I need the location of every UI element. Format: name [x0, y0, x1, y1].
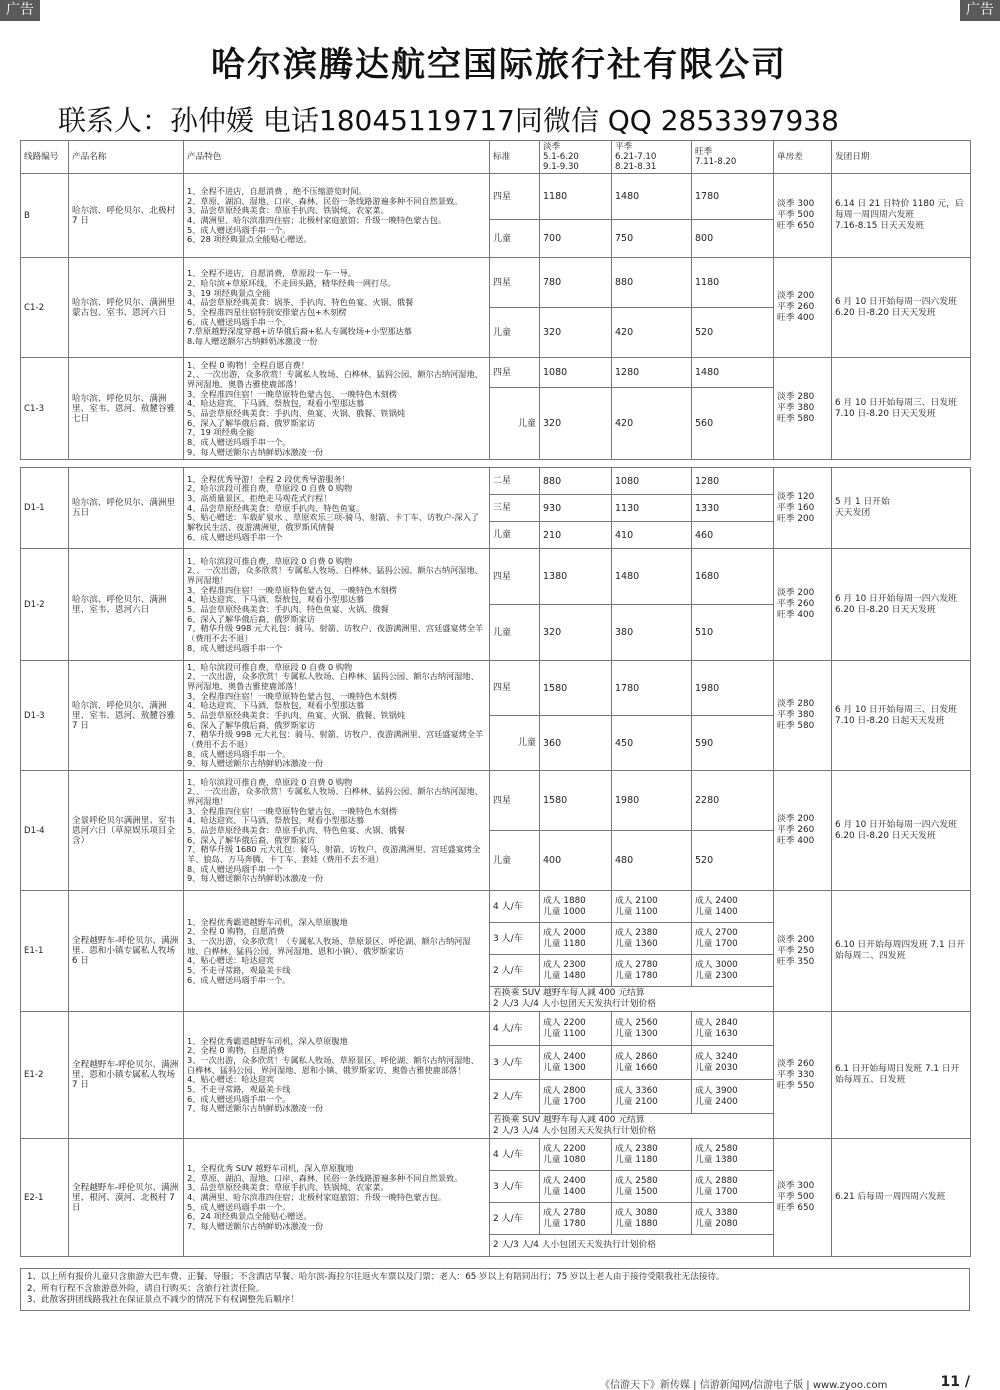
price-peak: 1280	[692, 468, 774, 495]
price-low: 780	[540, 258, 612, 308]
route-name: 哈尔滨、呼伦贝尔、北极村 7 日	[69, 174, 184, 258]
note-line: 2、所有行程不含旅游意外险，请自行购买；含旅行社责任险。	[27, 1283, 265, 1294]
price-peak: 成人 3380 儿童 2080	[692, 1203, 774, 1235]
price-peak: 成人 2580 儿童 1380	[692, 1139, 774, 1171]
route-features: 1、全程优秀霸道越野车司机，深入草原腹地 2、全程 0 购物，自愿消费 3、一次出游，众多欣赏！（专属私人牧场、草原景区、呼伦湖、额尔古纳河湿地、白桦林、猛犸公园、界河湿地、恩和小镇）、俄罗斯家访 4、贴心赠送：哈达迎宾 5、不走寻常路，观最美卡线 6、成人赠送玛瑙手串一个。	[184, 891, 490, 1012]
header-peak-season: 旺季 7.11-8.20	[692, 141, 774, 174]
price-peak: 成人 3240 儿童 2030	[692, 1046, 774, 1080]
price-mid: 1480	[612, 174, 692, 220]
standard: 儿童	[490, 716, 540, 771]
price-low: 1580	[540, 661, 612, 716]
standard: 2 人/车	[490, 1080, 540, 1114]
price-peak: 510	[692, 605, 774, 661]
notes	[20, 1268, 970, 1311]
standard: 三星	[490, 495, 540, 522]
table-row	[21, 174, 971, 220]
single-room: 淡季 300 平季 500 旺季 650	[774, 174, 832, 258]
price-peak: 460	[692, 522, 774, 549]
price-note: 2 人/3 人/4 人小包团天天发执行计划价格	[490, 1235, 774, 1257]
departure-dates: 6 月 10 日开始每周一四六发班 6.20 日-8.20 日天天发班	[832, 771, 971, 891]
standard: 四星	[490, 358, 540, 388]
route-name: 哈尔滨、呼伦贝尔、满洲里蒙古包、室韦、恩河六日	[69, 258, 184, 358]
price-low: 成人 2300 儿童 1480	[540, 955, 612, 987]
price-mid: 450	[612, 716, 692, 771]
departure-dates: 6 月 10 日开始每周三、日发班 7.10 日-8.20 日起天天发班	[832, 661, 971, 771]
header-single-room: 单房差	[774, 141, 832, 174]
ad-tag-left: 广告	[0, 0, 40, 21]
standard: 2 人/车	[490, 955, 540, 987]
table-row	[21, 549, 971, 605]
standard: 2 人/车	[490, 1203, 540, 1235]
price-peak: 560	[692, 388, 774, 460]
price-low: 1580	[540, 771, 612, 831]
price-mid: 750	[612, 220, 692, 258]
standard: 3 人/车	[490, 1171, 540, 1203]
price-mid: 成人 2780 儿童 1780	[612, 955, 692, 987]
route-name: 全景呼伦贝尔满洲里、室韦恩河六日（草原娱乐项目全含）	[69, 771, 184, 891]
standard: 4 人/车	[490, 1012, 540, 1046]
single-room: 淡季 200 平季 250 旺季 350	[774, 891, 832, 1012]
route-name: 哈尔滨、呼伦贝尔、满洲里、室韦、恩河、敖麓谷雅 7 日	[69, 661, 184, 771]
price-mid: 420	[612, 308, 692, 358]
footer	[0, 1374, 1000, 1390]
price-low: 成人 2400 儿童 1300	[540, 1046, 612, 1080]
route-price-table	[20, 140, 971, 1257]
table-header	[21, 141, 971, 174]
route-code: C1-2	[21, 258, 69, 358]
price-note: 若换乘 SUV 越野车每人减 400 元结算 2 人/3 人/4 人小包团天天发执行计划价格	[490, 1114, 774, 1139]
single-room: 淡季 260 平季 330 旺季 550	[774, 1012, 832, 1139]
footer-source: 《信游天下》新传媒 | 信游新闻网/信游电子版 | www.zyoo.com	[600, 1380, 888, 1390]
route-features: 1、哈尔滨段可推自费，草原段 0 自费 0 购物 2、一次出游，众多欣赏！专属私人牧场、白桦林、猛犸公园、额尔古纳河湿地、界河湿地、奥鲁古雅使鹿部落！ 3、全程准四住宿！一晚草原特色蒙古包、一晚特色木刻楞 4、哈达迎宾、下马酒、祭敖包，观看小型那达慕 5、品尝草原经典美食：手扒肉、鱼宴、火锅、俄餐、铁锅炖 6、深入了解华俄后裔、俄罗斯家访 7、精华升级 998 元大礼包：骑马、射箭、访牧户、夜游满洲里、宫廷盛宴烤全羊（费用不去不退） 8、成人赠送玛瑙手串一个。 9、每人赠送额尔古纳鲜奶冰激凌一份	[184, 661, 490, 771]
row-gap	[21, 460, 971, 468]
page-number: 11 /	[940, 1374, 970, 1390]
price-peak: 1180	[692, 258, 774, 308]
price-mid: 成人 2560 儿童 1300	[612, 1012, 692, 1046]
single-room: 淡季 200 平季 260 旺季 400	[774, 771, 832, 891]
price-peak: 590	[692, 716, 774, 771]
price-peak: 1780	[692, 174, 774, 220]
table-row	[21, 891, 971, 923]
price-low: 360	[540, 716, 612, 771]
price-mid: 成人 2580 儿童 1500	[612, 1171, 692, 1203]
ad-tag-right: 广告	[960, 0, 1000, 21]
price-mid: 成人 2380 儿童 1180	[612, 1139, 692, 1171]
price-peak: 成人 2840 儿童 1630	[692, 1012, 774, 1046]
price-mid: 成人 3080 儿童 1880	[612, 1203, 692, 1235]
price-mid: 480	[612, 831, 692, 891]
price-peak: 成人 2400 儿童 1400	[692, 891, 774, 923]
table-row	[21, 771, 971, 831]
price-low: 320	[540, 388, 612, 460]
price-peak: 1980	[692, 661, 774, 716]
price-mid: 1980	[612, 771, 692, 831]
price-mid: 410	[612, 522, 692, 549]
route-code: D1-4	[21, 771, 69, 891]
standard: 四星	[490, 174, 540, 220]
header-low-season: 淡季 5.1-6.20 9.1-9.30	[540, 141, 612, 174]
route-name: 哈尔滨、呼伦贝尔、满洲里、室韦、恩河六日	[69, 549, 184, 661]
table-row	[21, 1012, 971, 1046]
route-features: 1、哈尔滨段可推自费，草原段 0 自费 0 购物 2、、一次出游，众多欣赏！专属私人牧场、白桦林、猛犸公园、额尔古纳河湿地、界河湿地！ 3、全程准四住宿！一晚草原特色蒙古包、一晚特色木刻楞 4、哈达迎宾、下马酒、祭敖包，观看小型那达慕 5、品尝草原经典美食：草原手扒肉、特色鱼宴、火锅、俄餐 6、深入了解华俄后裔、俄罗斯家访 7、精华升级 1680 元大礼包：骑马、射箭、访牧户、夜游满洲里、宫廷盛宴烤全羊、狼岛、万马奔腾、卡丁车、套娃（费用不去不退） 8、成人赠送玛瑙手串一个 9、每人赠送额尔古纳鲜奶冰激凌一份	[184, 771, 490, 891]
price-low: 成人 1880 儿童 1000	[540, 891, 612, 923]
price-mid: 420	[612, 388, 692, 460]
price-low: 320	[540, 605, 612, 661]
price-peak: 成人 3000 儿童 2300	[692, 955, 774, 987]
standard: 3 人/车	[490, 923, 540, 955]
route-code: D1-2	[21, 549, 69, 661]
route-name: 全程越野车-呼伦贝尔、满洲里、恩和小镇专属私人牧场 7 日	[69, 1012, 184, 1139]
price-low: 成人 2000 儿童 1180	[540, 923, 612, 955]
route-name: 全程越野车-呼伦贝尔、满洲里、根河、漠河、北极村 7 日	[69, 1139, 184, 1257]
price-peak: 2280	[692, 771, 774, 831]
price-peak: 成人 2700 儿童 1700	[692, 923, 774, 955]
price-low: 成人 2800 儿童 1700	[540, 1080, 612, 1114]
departure-dates: 5 月 1 日开始 天天发团	[832, 468, 971, 549]
single-room: 淡季 280 平季 380 旺季 580	[774, 358, 832, 460]
price-mid: 380	[612, 605, 692, 661]
departure-dates: 6 月 10 日开始每周三、日发班 7.10 日-8.20 日天天发班	[832, 358, 971, 460]
price-low: 1080	[540, 358, 612, 388]
company-title: 哈尔滨腾达航空国际旅行社有限公司	[211, 45, 787, 85]
standard: 儿童	[490, 308, 540, 358]
route-features: 1、全程不进店，自愿消费，草原段一车一导。 2、哈尔滨+草原环线，不走回头路，精华经典一网打尽。 3、19 项经典景点全能 4、品尝草原经典美食：锅茶、手扒肉、特色鱼宴、火锅、俄餐 5、全程准四星住宿特别安排蒙古包+木刻楞 6、成人赠送玛瑙手串一个。 7.草原越野深度穿越+访华俄后裔+私人专属牧场+小型那达慕 8.每人赠送额尔古纳鲜奶冰激凌一份	[184, 258, 490, 358]
table-row	[21, 661, 971, 716]
standard: 4 人/车	[490, 1139, 540, 1171]
table-row	[21, 468, 971, 495]
price-mid: 成人 3360 儿童 2100	[612, 1080, 692, 1114]
price-low: 930	[540, 495, 612, 522]
departure-dates: 6.21 后每周一周四周六发班	[832, 1139, 971, 1257]
standard: 儿童	[490, 388, 540, 460]
note-line: 3、此散客拼团线路我社在保证景点不减少的情况下有权调整先后顺序！	[27, 1295, 299, 1306]
departure-dates: 6 月 10 日开始每周一四六发班 6.20 日-8.20 日天天发班	[832, 549, 971, 661]
price-low: 1380	[540, 549, 612, 605]
price-peak: 成人 3900 儿童 2400	[692, 1080, 774, 1114]
price-low: 210	[540, 522, 612, 549]
header-features: 产品特色	[184, 141, 490, 174]
price-mid: 1480	[612, 549, 692, 605]
header-standard: 标准	[490, 141, 540, 174]
standard: 四星	[490, 771, 540, 831]
price-low: 成人 2400 儿童 1400	[540, 1171, 612, 1203]
route-code: E1-1	[21, 891, 69, 1012]
table-row	[21, 1139, 971, 1171]
price-peak: 1680	[692, 549, 774, 605]
departure-dates: 6.1 日开始每周日发班 7.1 日开始每周五、日发班	[832, 1012, 971, 1139]
header-dates: 发团日期	[832, 141, 971, 174]
header-name: 产品名称	[69, 141, 184, 174]
route-name: 全程越野车-呼伦贝尔、满洲里、恩和小镇专属私人牧场 6 日	[69, 891, 184, 1012]
price-peak: 520	[692, 308, 774, 358]
price-mid: 成人 2860 儿童 1660	[612, 1046, 692, 1080]
price-mid: 1280	[612, 358, 692, 388]
table-row	[21, 358, 971, 388]
price-peak: 成人 2880 儿童 1700	[692, 1171, 774, 1203]
route-code: E2-1	[21, 1139, 69, 1257]
table-row	[21, 258, 971, 308]
price-mid: 1080	[612, 468, 692, 495]
route-features: 1、哈尔滨段可推自费，草原段 0 自费 0 购物 2、、一次出游，众多欣赏！专属私人牧场、白桦林、猛犸公园、额尔古纳河湿地、界河湿地！ 3、全程准四住宿！一晚草原特色蒙古包、一晚特色木刻楞 4、哈达迎宾、下马酒、祭敖包，观看小型那达慕 5、品尝草原经典美食：手扒肉、特色鱼宴、火锅、俄餐 6、深入了解华俄后裔、俄罗斯家访 7、精华升级 998 元大礼包：骑马、射箭、访牧户、夜游满洲里、宫廷盛宴烤全羊（费用不去不退） 8、成人赠送玛瑙手串一个	[184, 549, 490, 661]
price-low: 成人 2780 儿童 1780	[540, 1203, 612, 1235]
price-low: 成人 2200 儿童 1080	[540, 1139, 612, 1171]
route-features: 1、全程不进店，自愿消费 ，绝不压缩游览时间。 2、草原、湖泊、湿地、口岸、森林、民俗一条线路游遍多种不同自然景致。 3、品尝草原经典美食：草原手扒肉、铁锅炖、农家菜。 4、满洲里、哈尔滨准四住宿；北极村家庭旅馆；升级一晚特色蒙古包。 5、成人赠送玛瑙手串一个。 6、28 项经典景点全能贴心赠送。	[184, 174, 490, 258]
departure-dates: 6.14 日 21 日特价 1180 元，后每周一周四周六发班 7.16-8.15 日天天发班	[832, 174, 971, 258]
price-low: 700	[540, 220, 612, 258]
route-features: 1、全程优秀霸道越野车司机，深入草原腹地 2、全程 0 购物，自愿消费 3、一次出游，众多欣赏！专属私人牧场、草原景区、呼伦湖、额尔古纳河湿地、白桦林、猛犸公园、界河湿地、恩和小镇、俄罗斯家访、奥鲁古雅使鹿部落！ 4、贴心赠送：哈达迎宾 5、不走寻常路，观最美卡线 6、成人赠送玛瑙手串一个。 7、每人赠送额尔古纳鲜奶冰激凌一份	[184, 1012, 490, 1139]
contact-line: 联系人：孙仲媛 电话18045119717同微信 QQ 2853397938	[58, 104, 839, 137]
route-code: E1-2	[21, 1012, 69, 1139]
header-mid-season: 平季 6.21-7.10 8.21-8.31	[612, 141, 692, 174]
route-features: 1、全程优秀导游！全程 2 段优秀导游服务！ 2、哈尔滨段可推自费，草原段 0 自费 0 购物 3、高质量景区、拒绝走马观花式行程！ 4、品尝草原经典美食：草原手扒肉、特色鱼宴。 5、贴心赠送：车载矿泉水 、草原欢乐三项-骑马、射箭、卡丁车、访牧户-深入了解牧民生活、夜游满洲里，俄罗斯风情餐 6、成人赠送玛瑙手串一个	[184, 468, 490, 549]
single-room: 淡季 200 平季 260 旺季 400	[774, 549, 832, 661]
route-features: 1、全程 0 购物！全程自愿自费！ 2、、一次出游，众多欣赏！专属私人牧场、白桦林、猛犸公园、额尔古纳河湿地、界河湿地、奥鲁古雅使鹿部落！ 3、全程准四住宿！一晚草原特色蒙古包、一晚特色木刻楞 4、哈达迎宾、下马酒、祭敖包，观看小型那达慕 5、品尝草原经典美食：手扒肉、鱼宴、火锅、俄餐、铁锅炖 6、深入了解华俄后裔、俄罗斯家访 7、19 项经典全能 8、成人赠送玛瑙手串一个。 9、每人赠送额尔古纳鲜奶冰激凌一份	[184, 358, 490, 460]
route-code: B	[21, 174, 69, 258]
price-mid: 成人 2100 儿童 1100	[612, 891, 692, 923]
standard: 4 人/车	[490, 891, 540, 923]
price-mid: 880	[612, 258, 692, 308]
price-low: 320	[540, 308, 612, 358]
standard: 3 人/车	[490, 1046, 540, 1080]
price-peak: 520	[692, 831, 774, 891]
price-low: 400	[540, 831, 612, 891]
route-code: D1-1	[21, 468, 69, 549]
standard: 儿童	[490, 522, 540, 549]
standard: 儿童	[490, 831, 540, 891]
single-room: 淡季 280 平季 380 旺季 580	[774, 661, 832, 771]
single-room: 淡季 200 平季 260 旺季 400	[774, 258, 832, 358]
price-peak: 1480	[692, 358, 774, 388]
route-code: D1-3	[21, 661, 69, 771]
price-peak: 1330	[692, 495, 774, 522]
price-low: 1180	[540, 174, 612, 220]
route-features: 1、全程优秀 SUV 越野车司机，深入草原腹地 2、草原、湖泊、湿地、口岸、森林、民俗一条线路游遍多种不同自然景致。 3、品尝草原经典美食：草原手扒肉、铁锅炖、农家菜。 4、满洲里、哈尔滨准四住宿；北极村家庭旅馆；升级一晚特色蒙古包。 5、成人赠送玛瑙手串一个。 6、24 项经典景点全能贴心赠送。 7、每人赠送额尔古纳鲜奶冰激凌一份	[184, 1139, 490, 1257]
price-peak: 800	[692, 220, 774, 258]
price-low: 880	[540, 468, 612, 495]
route-name: 哈尔滨、呼伦贝尔、满洲里五日	[69, 468, 184, 549]
header-code: 线路编号	[21, 141, 69, 174]
route-name: 哈尔滨、呼伦贝尔、满洲里、室韦、恩河、敖麓谷雅七日	[69, 358, 184, 460]
standard: 四星	[490, 661, 540, 716]
standard: 二星	[490, 468, 540, 495]
departure-dates: 6 月 10 日开始每周一四六发班 6.20 日-8.20 日天天发班	[832, 258, 971, 358]
departure-dates: 6.10 日开始每周四发班 7.1 日开始每周二、四发班	[832, 891, 971, 1012]
price-note: 若换乘 SUV 越野车每人减 400 元结算 2 人/3 人/4 人小包团天天发执行计划价格	[490, 987, 774, 1012]
price-low: 成人 2200 儿童 1100	[540, 1012, 612, 1046]
route-code: C1-3	[21, 358, 69, 460]
single-room: 淡季 300 平季 500 旺季 650	[774, 1139, 832, 1257]
note-line: 1、以上所有报价儿童只含旅游大巴车费、正餐、导服；不含酒店早餐、哈尔滨-海拉尔往返火车票以及门票；老人：65 岁以上有陪同出行；75 岁以上老人由于接待受限我社无法接待。	[27, 1272, 725, 1282]
price-mid: 成人 2380 儿童 1360	[612, 923, 692, 955]
single-room: 淡季 120 平季 160 旺季 200	[774, 468, 832, 549]
standard: 儿童	[490, 605, 540, 661]
standard: 四星	[490, 549, 540, 605]
price-mid: 1130	[612, 495, 692, 522]
standard: 儿童	[490, 220, 540, 258]
standard: 四星	[490, 258, 540, 308]
price-mid: 1780	[612, 661, 692, 716]
